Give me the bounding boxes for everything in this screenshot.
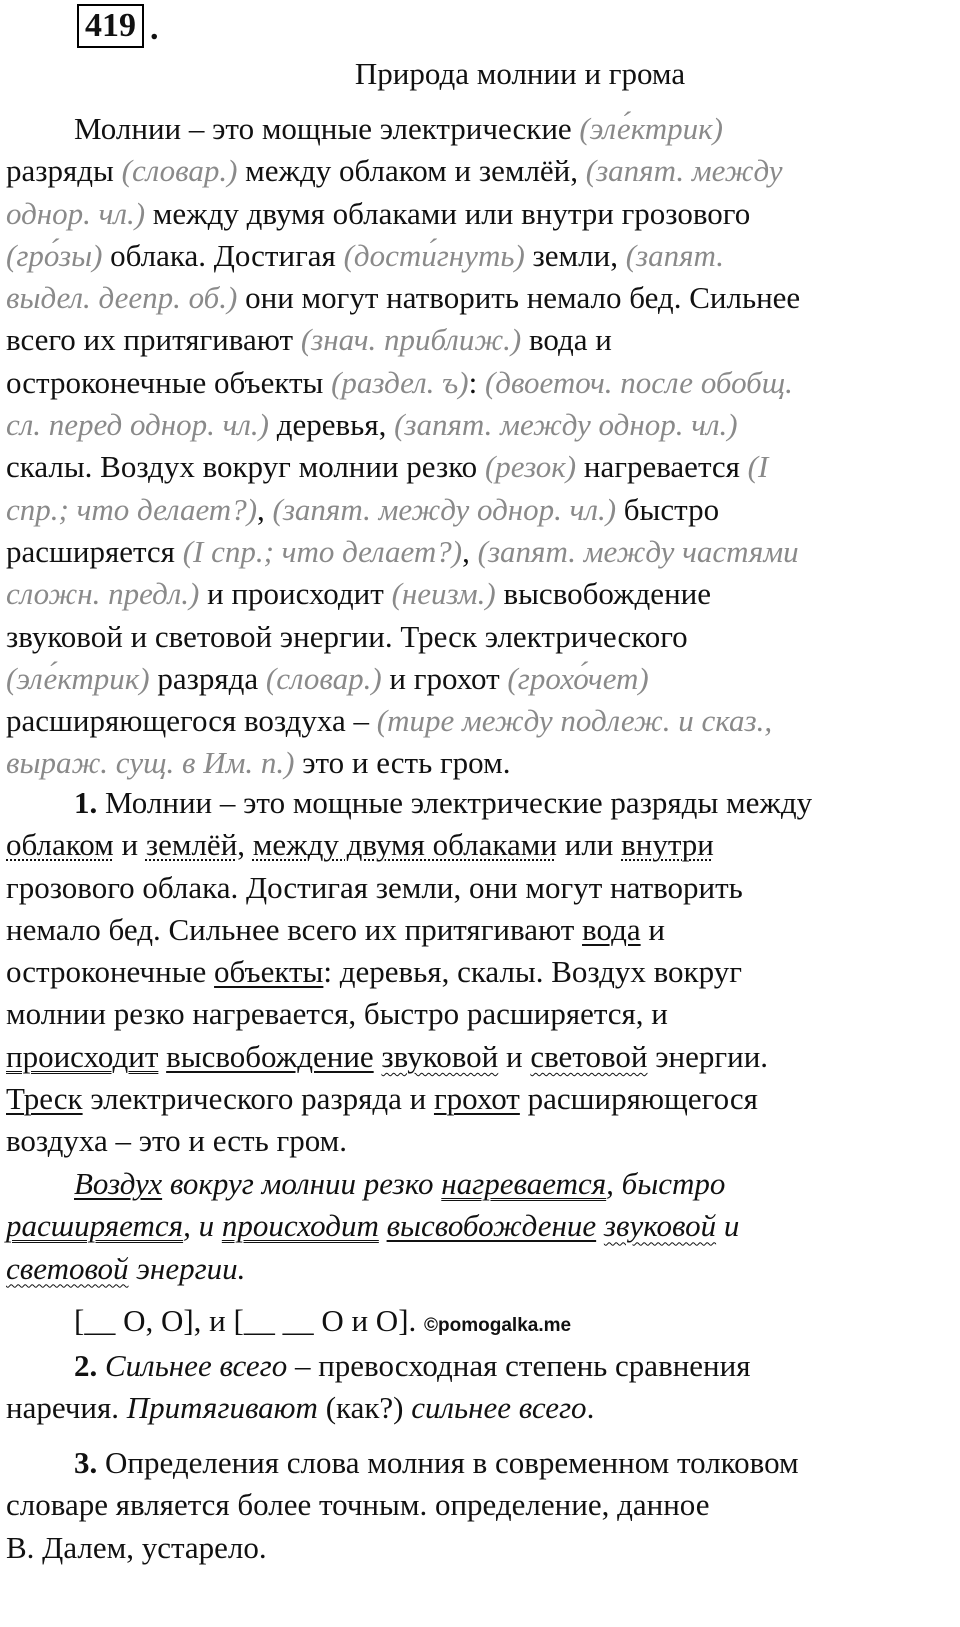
text-line: облаком и землёй, между двумя облаками или внутри bbox=[6, 827, 714, 863]
text-line: сложн. предл.) и происходит (неизм.) высвобождение bbox=[6, 576, 712, 612]
exercise-number: 419 bbox=[77, 4, 144, 48]
text-line: выраж. сущ. в Им. п.) это и есть гром. bbox=[6, 745, 511, 781]
text-line: 2. Сильнее всего – превосходная степень сравнения bbox=[74, 1348, 751, 1383]
text-line: световой энергии. bbox=[6, 1250, 246, 1286]
scheme-text: [__ O, O], и [__ __ O и O]. bbox=[74, 1303, 417, 1338]
text-line: (гро́зы) облака. Достигая (дости́гнуть) земли, (запят. bbox=[6, 237, 725, 273]
text-line: молнии резко нагревается, быстро расширяется, и bbox=[6, 996, 668, 1032]
text-line: Треск электрического разряда и грохот расширяющегося bbox=[6, 1081, 758, 1117]
task-2 bbox=[6, 1345, 946, 1430]
exercise-number-dot: . bbox=[150, 10, 159, 47]
text-line: немало бед. Сильнее всего их притягивают вода и bbox=[6, 911, 665, 947]
text-line: 3. Определения слова молния в современном толковом bbox=[74, 1445, 799, 1480]
text-line: происходит высвобождение звуковой и световой энергии. bbox=[6, 1038, 769, 1074]
task-1 bbox=[6, 782, 946, 1163]
text-line: расширяется (I спр.; что делает?), (запят. между частями bbox=[6, 533, 799, 569]
copyright: ©pomogalka.me bbox=[424, 1315, 572, 1336]
text-line: наречия. Притягивают (как?) сильнее всего. bbox=[6, 1390, 595, 1426]
text-title: Природа молнии и грома bbox=[354, 56, 686, 91]
annotated-text bbox=[6, 108, 946, 785]
text-line: разряды (словар.) между облаком и землёй, (запят. между bbox=[6, 153, 783, 189]
text-line: Воздух вокруг молнии резко нагревается, быстро bbox=[74, 1166, 726, 1201]
text-line: остроконечные объекты (раздел. ъ): (двоеточ. после обобщ. bbox=[6, 364, 793, 400]
text-line: однор. чл.) между двумя облаками или внутри грозового bbox=[6, 195, 751, 231]
text-line: звуковой и световой энергии. Треск электрического bbox=[6, 618, 688, 654]
text-line: грозового облака. Достигая земли, они могут натворить bbox=[6, 869, 743, 905]
text-line: 1. Молнии – это мощные электрические разряды между bbox=[74, 785, 813, 820]
text-line: (эле́ктрик) разряда (словар.) и грохот (грохо́чет) bbox=[6, 660, 649, 696]
text-line: спр.; что делает?), (запят. между однор. чл.) быстро bbox=[6, 491, 720, 527]
task-3 bbox=[6, 1442, 946, 1569]
text-line: воздуха – это и есть гром. bbox=[6, 1123, 347, 1159]
text-line: В. Далем, устарело. bbox=[6, 1529, 267, 1565]
text-line: всего их притягивают (знач. приближ.) вода и bbox=[6, 322, 612, 358]
text-line: сл. перед однор. чл.) деревья, (запят. между однор. чл.) bbox=[6, 407, 738, 443]
text-line: расширяющегося воздуха – (тире между подлеж. и сказ., bbox=[6, 703, 773, 739]
syntax-analysis bbox=[6, 1163, 946, 1290]
text-line: Молнии – это мощные электрические (эле́ктрик) bbox=[74, 111, 723, 146]
text-line: выдел. деепр. об.) они могут натворить немало бед. Сильнее bbox=[6, 280, 801, 316]
text-line: скалы. Воздух вокруг молнии резко (резок) нагревается (I bbox=[6, 449, 769, 485]
text-line: расширяется, и происходит высвобождение звуковой и bbox=[6, 1208, 740, 1244]
text-line: остроконечные объекты: деревья, скалы. Воздух вокруг bbox=[6, 954, 742, 990]
text-line: словаре является более точным. определение, данное bbox=[6, 1487, 710, 1523]
sentence-scheme bbox=[6, 1300, 946, 1347]
